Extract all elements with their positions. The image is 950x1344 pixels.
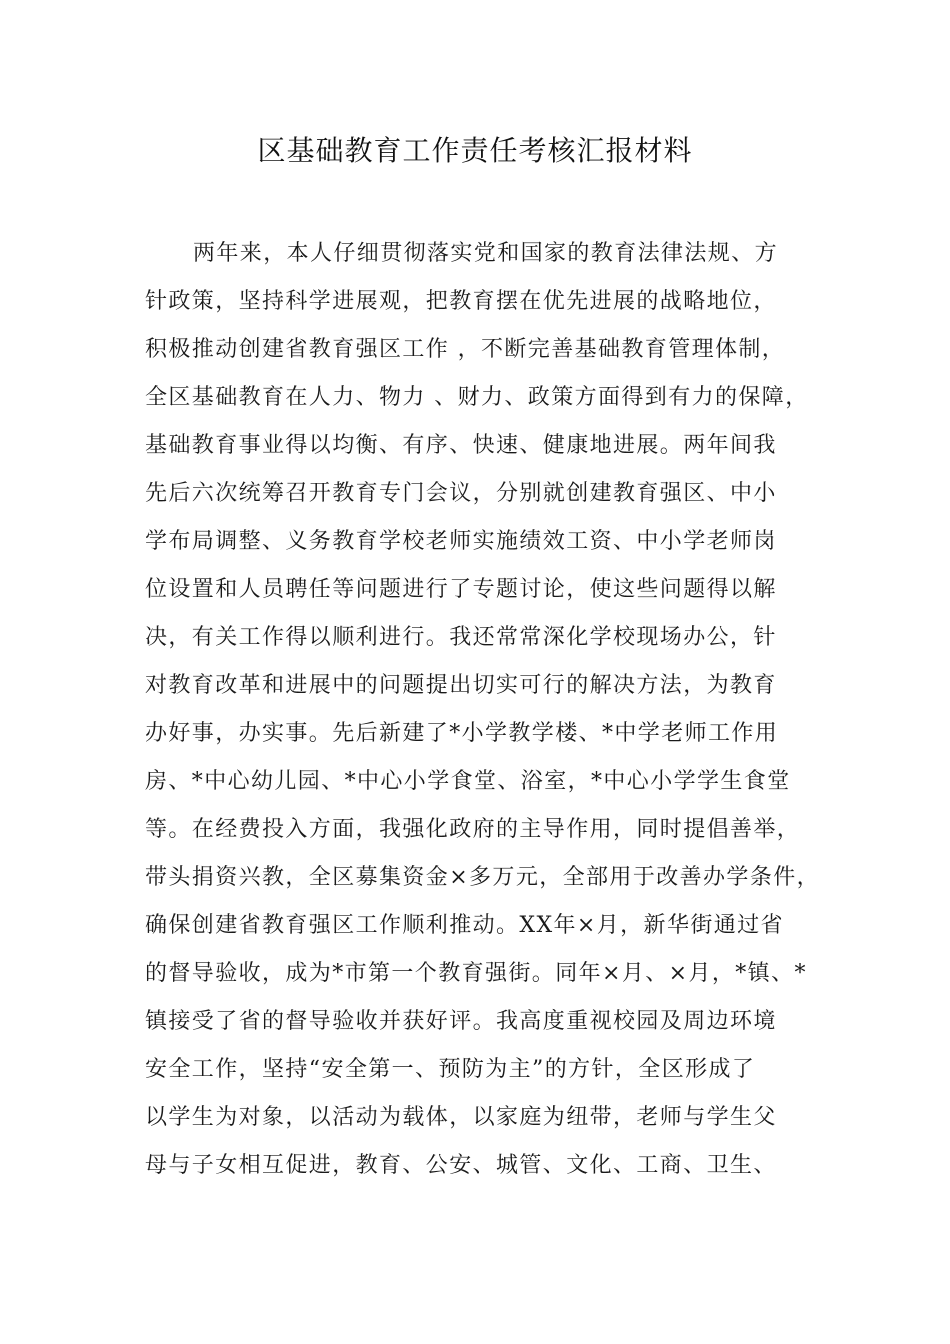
body-line: 以学生为对象，以活动为载体，以家庭为纽带，老师与学生父 <box>145 1105 777 1130</box>
body-line: 位设置和人员聘任等问题进行了专题讨论，使这些问题得以解 <box>145 577 777 602</box>
body-line: 决，有关工作得以顺利进行。我还常常深化学校现场办公，针 <box>145 625 777 650</box>
body-line: 母与子女相互促进，教育、公安、城管、文化、工商、卫生、 <box>145 1153 777 1178</box>
body-line: 两年来，本人仔细贯彻落实党和国家的教育法律法规、方 <box>193 241 779 266</box>
body-line: 办好事，办实事。先后新建了*小学教学楼、*中学老师工作用 <box>145 721 779 746</box>
document-body <box>145 230 835 1190</box>
body-line: 针政策，坚持科学进展观，把教育摆在优先进展的战略地位， <box>145 289 777 314</box>
body-line: 带头捐资兴教，全区募集资金×多万元，全部用于改善办学条件， <box>145 865 821 890</box>
document-title: 区基础教育工作责任考核汇报材料 <box>257 134 693 167</box>
body-line: 镇接受了省的督导验收并获好评。我高度重视校园及周边环境 <box>145 1009 777 1034</box>
body-line: 先后六次统筹召开教育专门会议，分别就创建教育强区、中小 <box>145 481 777 506</box>
body-line: 房、*中心幼儿园、*中心小学食堂、浴室，*中心小学学生食堂 <box>145 769 791 794</box>
body-line: 对教育改革和进展中的问题提出切实可行的解决方法，为教育 <box>145 673 777 698</box>
body-line: 确保创建省教育强区工作顺利推动。XX年×月，新华街通过省 <box>145 913 784 938</box>
body-line: 安全工作，坚持“安全第一、预防为主”的方针，全区形成了 <box>145 1057 756 1082</box>
body-line: 全区基础教育在人力、物力 、财力、政策方面得到有力的保障， <box>145 385 809 410</box>
body-line: 积极推动创建省教育强区工作 ，不断完善基础教育管理体制， <box>145 337 786 362</box>
body-line: 基础教育事业得以均衡、有序、快速、健康地进展。两年间我 <box>145 433 777 458</box>
body-line: 的督导验收，成为*市第一个教育强街。同年×月、×月，*镇、* <box>145 961 807 986</box>
body-line: 等。在经费投入方面，我强化政府的主导作用，同时提倡善举， <box>145 817 801 842</box>
body-line: 学布局调整、义务教育学校老师实施绩效工资、中小学老师岗 <box>145 529 777 554</box>
